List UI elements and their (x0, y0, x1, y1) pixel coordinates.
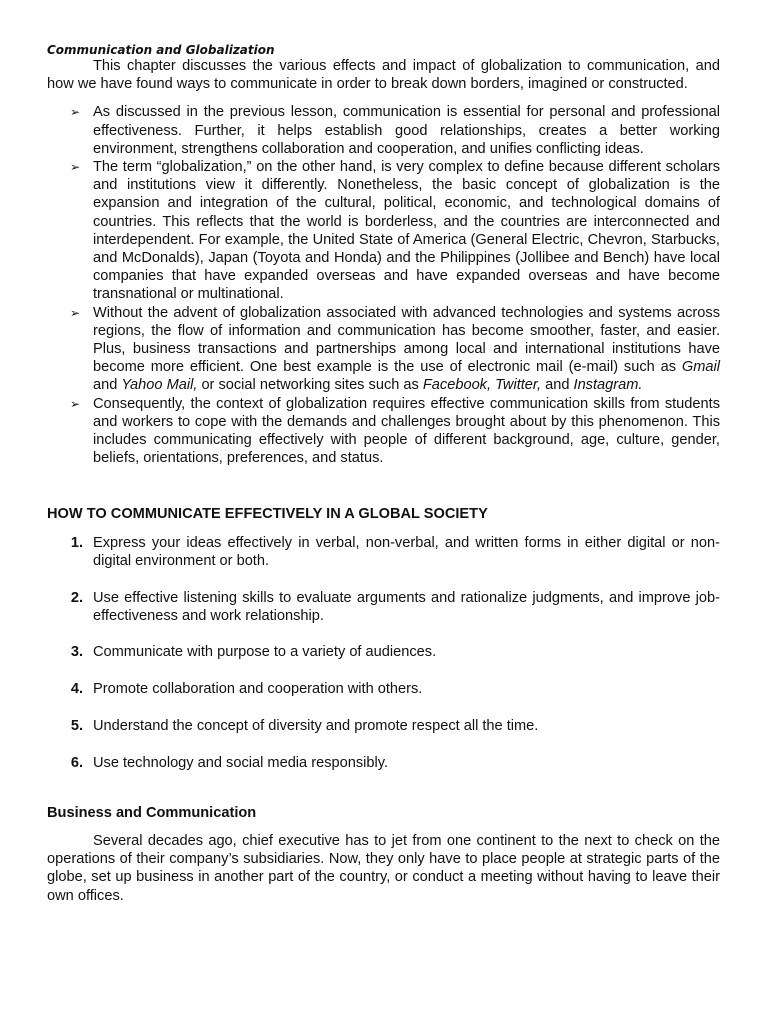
item-number: 4. (70, 681, 83, 698)
numbered-item (47, 680, 720, 698)
gmail-text: Gmail (681, 359, 720, 376)
numbered-item (47, 717, 720, 735)
numbered-list (47, 534, 720, 772)
instagram-text: Instagram. (573, 377, 643, 394)
numbered-item (47, 754, 720, 772)
yahoo-mail-text: Yahoo Mail, (121, 377, 198, 394)
item-text: Promote collaboration and cooperation with others. (93, 681, 423, 698)
arrowhead-bullet-icon: ➢ (70, 396, 81, 411)
bullet-text: The term “globalization,” on the other hand, is very complex to define because different scholars and institutions view it differently. Nonetheless, the basic concept of globalization is the expansion and integration of the cultural, political, economic, and technological domains of countries. This reflects that the world is borderless, and the countries are interconnected and interdependent. For example, the United State of America (General Electric, Chevron, Starbucks, and McDonalds), Japan (Toyota and Honda) and the Philippines (Jollibee and Bench) have local companies that have expanded overseas and have expanded overseas and have become transnational or multinational. (93, 159, 720, 303)
bullet-text: Consequently, the context of globalization requires effective communication skills from students and workers to cope with the demands and challenges brought about by this phenomenon. This includes communicating effectively with people of different background, age, culture, gender, beliefs, orientations, preferences, and status. (93, 395, 720, 467)
arrowhead-bullet-icon: ➢ (70, 160, 81, 175)
numbered-item (47, 589, 720, 625)
item-number: 6. (70, 754, 83, 771)
item-text: Use technology and social media responsibly. (93, 754, 389, 771)
intro-paragraph: This chapter discusses the various effects and impact of globalization to communication, and how we have found ways to communicate in order to break down borders, imagined or constructed. (47, 58, 720, 93)
bullet-item (47, 304, 720, 395)
bullet-text: As discussed in the previous lesson, communication is essential for personal and professional effectiveness. Further, it helps establish good relationships, creates a better working environment, strengthens collaboration and cooperation, and unifies conflicting ideas. (93, 104, 720, 157)
conjunction-text: and (93, 377, 122, 394)
conjunction-text: and (541, 377, 574, 394)
arrowhead-bullet-icon: ➢ (70, 305, 81, 320)
page-header-title: Communication and Globalization (47, 43, 275, 57)
section-heading: HOW TO COMMUNICATE EFFECTIVELY IN A GLOBAL SOCIETY (47, 506, 488, 523)
bullet-list (47, 103, 720, 467)
bullet-text: Without the advent of globalization associated with advanced technologies and systems across regions, the flow of information and communication has become smoother, faster, and easier. Plus, business transactions and partnerships among local and international institutions have become more efficient. One best example is the use of electronic mail (e-mail) such as (93, 304, 720, 376)
bullet-item (47, 395, 720, 468)
facebook-twitter-text: Facebook, Twitter, (422, 377, 542, 394)
item-text: Express your ideas effectively in verbal, non-verbal, and written forms in either digital or non-digital environment or both. (93, 534, 720, 569)
business-heading: Business and Communication (47, 804, 257, 821)
bullet-text-continued: or social networking sites such as (197, 377, 423, 394)
item-text: Understand the concept of diversity and promote respect all the time. (93, 717, 539, 734)
item-number: 2. (70, 589, 83, 606)
item-number: 5. (70, 717, 83, 734)
numbered-item (47, 534, 720, 570)
item-text: Communicate with purpose to a variety of audiences. (93, 644, 437, 661)
business-paragraph: Several decades ago, chief executive has to jet from one continent to the next to check on the operations of their company’s subsidiaries. Now, they only have to place people at strategic parts of the globe, set up business in another part of the country, or conduct a meeting without having to leave their own offices. (47, 833, 720, 904)
bullet-item (47, 103, 720, 158)
item-number: 3. (70, 644, 83, 661)
numbered-item (47, 643, 720, 661)
bullet-item (47, 158, 720, 304)
arrowhead-bullet-icon: ➢ (70, 105, 81, 120)
item-number: 1. (70, 534, 83, 551)
item-text: Use effective listening skills to evaluate arguments and rationalize judgments, and improve job-effectiveness and work relationship. (93, 589, 720, 624)
document-page (47, 43, 720, 905)
